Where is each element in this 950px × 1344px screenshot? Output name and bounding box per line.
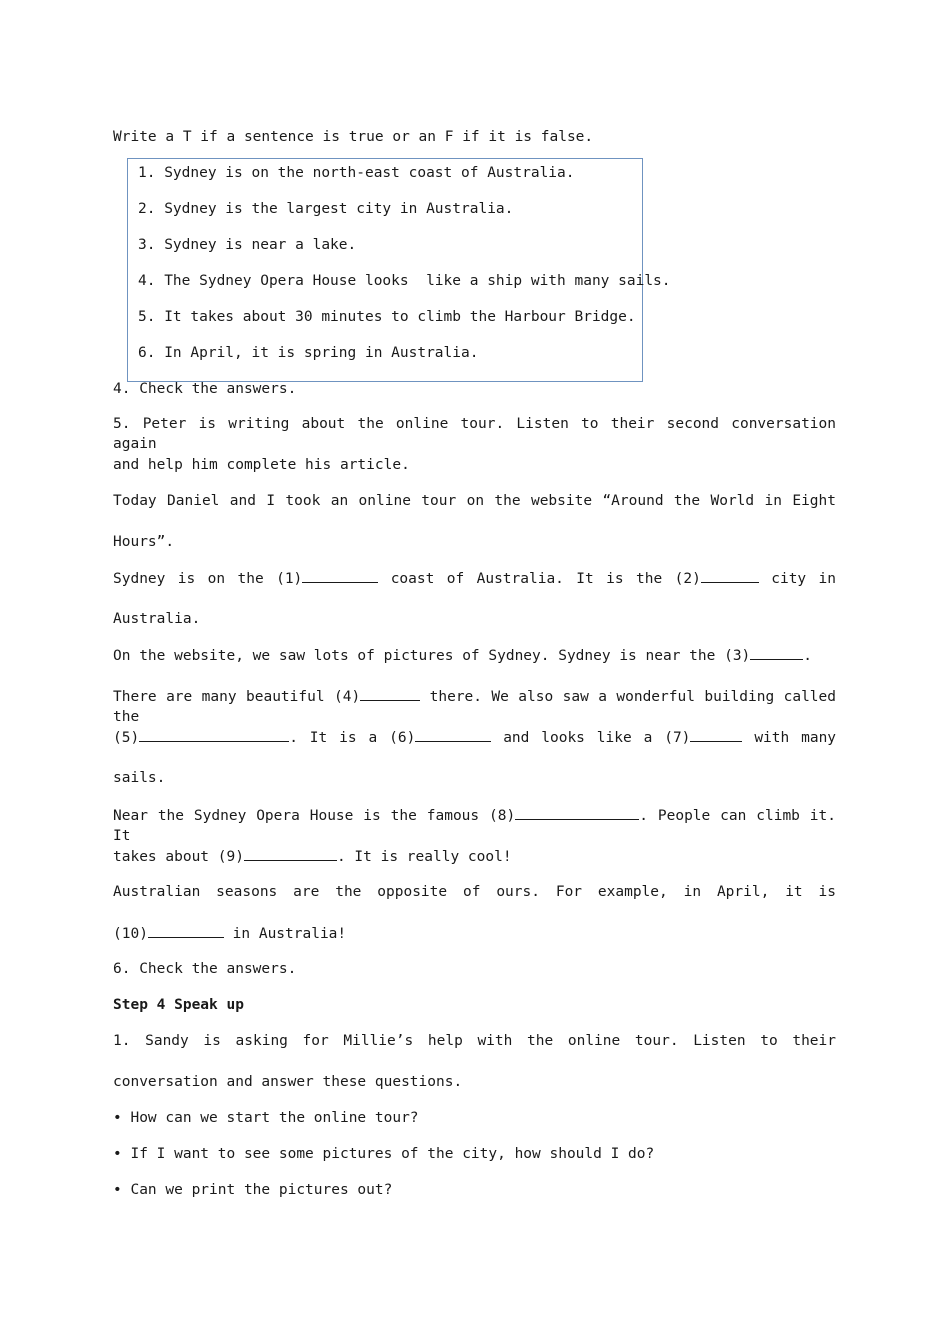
article-p3-line-1 [113, 645, 812, 666]
blank-line [750, 645, 803, 660]
blank-number: (4) [334, 689, 361, 705]
tf-statement-5: 5. It takes about 30 minutes to climb the Harbour Bridge. [138, 309, 636, 325]
text: There are many beautiful [113, 689, 325, 705]
text: . It is a [289, 730, 378, 746]
blank-4[interactable] [334, 689, 420, 705]
blank-line [302, 568, 378, 583]
text: Near the Sydney Opera House is the famous [113, 808, 480, 824]
tf-statement-2: 2. Sydney is the largest city in Australia. [138, 201, 514, 217]
blank-5[interactable] [113, 730, 289, 746]
blank-6[interactable] [389, 730, 491, 746]
blank-number: (9) [217, 849, 244, 865]
blank-10[interactable] [113, 926, 224, 942]
blank-number: (6) [389, 730, 416, 746]
article-p4-line-1 [113, 805, 836, 846]
instruction: Write a T if a sentence is true or an F if it is false. [113, 129, 594, 145]
text: and looks like a [503, 730, 653, 746]
tf-statement-4: 4. The Sydney Opera House looks like a ship with many sails. [138, 273, 671, 289]
blank-line [244, 846, 337, 861]
blank-3[interactable] [724, 648, 803, 664]
step-4-task-1-line-1: 1. Sandy is asking for Millie’s help with the online tour. Listen to their [113, 1033, 836, 1049]
article-p3-line-2 [113, 686, 836, 727]
text: On the website, we saw lots of pictures of Sydney. Sydney is near the [113, 648, 716, 664]
blank-8[interactable] [489, 808, 639, 824]
task-4: 4. Check the answers. [113, 381, 297, 397]
blank-7[interactable] [664, 730, 742, 746]
blank-number: (2) [674, 571, 701, 587]
step-4-heading: Step 4 Speak up [113, 997, 244, 1013]
article-p1-line-1: Today Daniel and I took an online tour on the website “Around the World in Eight [113, 493, 836, 509]
article-p5-line-1: Australian seasons are the opposite of ours. For example, in April, it is [113, 884, 836, 900]
blank-number: (8) [489, 808, 516, 824]
tf-statement-6: 6. In April, it is spring in Australia. [138, 345, 479, 361]
text: city in [771, 571, 837, 587]
blank-line [415, 727, 491, 742]
text: takes about [113, 849, 210, 865]
text: in Australia! [232, 926, 347, 942]
question-3: • Can we print the pictures out? [113, 1182, 393, 1198]
task-5-line-2: and help him complete his article. [113, 457, 410, 473]
article-p2-line-2: Australia. [113, 611, 201, 627]
blank-number: (7) [664, 730, 691, 746]
text: coast of Australia. It is the [390, 571, 663, 587]
task-6: 6. Check the answers. [113, 961, 297, 977]
article-p3-line-4: sails. [113, 770, 166, 786]
blank-line [360, 686, 420, 701]
step-4-task-1-line-2: conversation and answer these questions. [113, 1074, 463, 1090]
blank-number: (1) [276, 571, 303, 587]
text: . People can climb it. It [113, 808, 836, 844]
tf-statement-3: 3. Sydney is near a lake. [138, 237, 357, 253]
blank-line [690, 727, 742, 742]
text: . It is really cool! [336, 849, 512, 865]
task-5-line-1: 5. Peter is writing about the online tour. Listen to their second conversation again [113, 416, 836, 452]
text: . [803, 648, 813, 664]
blank-line [701, 568, 759, 583]
blank-number: (10) [113, 926, 148, 942]
text: Sydney is on the [113, 571, 264, 587]
article-p2-line-1 [113, 568, 836, 589]
blank-line [148, 923, 224, 938]
question-2: • If I want to see some pictures of the city, how should I do? [113, 1146, 655, 1162]
text: there. We also saw a wonderful building called the [113, 689, 836, 725]
tf-statement-1: 1. Sydney is on the north-east coast of Australia. [138, 165, 575, 181]
question-1: • How can we start the online tour? [113, 1110, 419, 1126]
blank-9[interactable] [218, 849, 337, 865]
blank-2[interactable] [675, 571, 759, 587]
article-p4-line-2 [113, 846, 512, 867]
article-p1-line-2: Hours”. [113, 534, 175, 550]
blank-line [515, 805, 639, 820]
blank-line [139, 727, 289, 742]
text: with many [754, 730, 837, 746]
blank-1[interactable] [276, 571, 378, 587]
blank-number: (3) [724, 648, 751, 664]
blank-number: (5) [113, 730, 140, 746]
article-p5-line-2 [113, 923, 346, 944]
article-p3-line-3 [113, 727, 836, 748]
